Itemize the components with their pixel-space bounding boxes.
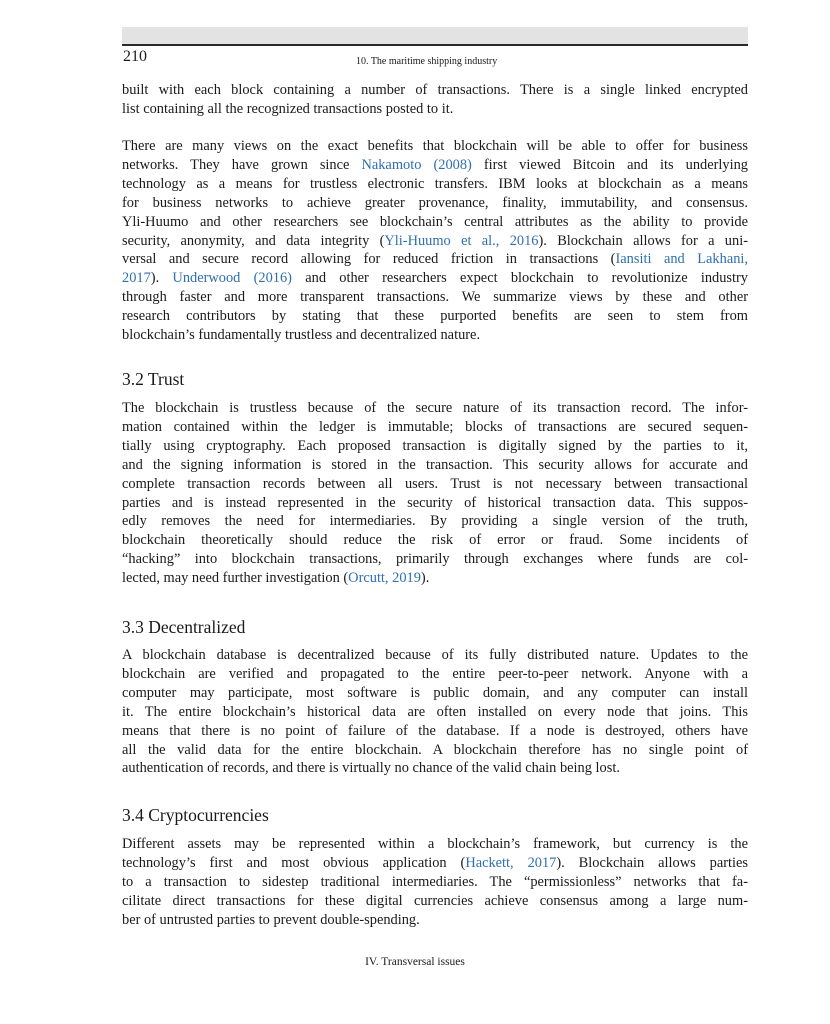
text-line: built with each block containing a number of transactions. There is a single linked encrypted <box>122 82 748 98</box>
text-line: through faster and more transparent transactions. We summarize views by these and other <box>122 289 748 306</box>
page-footer: IV. Transversal issues <box>365 956 465 968</box>
text-line: means that there is no point of failure of the database. If a node is destroyed, others have <box>122 722 748 739</box>
paragraph-decentralized <box>122 646 748 778</box>
citation-nakamoto-2008[interactable]: Nakamoto (2008) <box>361 156 472 173</box>
text-line: to a transaction to sidestep traditional intermediaries. The “permissionless” networks that fa- <box>122 873 748 890</box>
text-line: security, anonymity, and data integrity (Yli-Huumo et al., 2016). Blockchain allows for a uni- <box>122 232 748 249</box>
text-line: blockchain’s fundamentally trustless and decentralized nature. <box>122 327 481 344</box>
running-head: 10. The maritime shipping industry <box>356 56 498 67</box>
text-line: versal and secure record allowing for reduced friction in transactions (Iansiti and Lakhani, <box>122 251 748 268</box>
text-line: edly removes the need for intermediaries. By providing a single version of the truth, <box>122 513 748 530</box>
text-line: tially using cryptography. Each proposed transaction is digitally signed by the parties to it, <box>122 437 748 454</box>
text-line: mation contained within the ledger is immutable; blocks of transactions are secured sequen- <box>122 418 748 435</box>
text-line: computer may participate, most software is public domain, and any computer can install <box>122 684 748 701</box>
citation-iansiti-lakhani-2017[interactable]: Iansiti and Lakhani, <box>615 251 748 268</box>
text-line: and the signing information is stored in the transaction. This security allows for accurate and <box>122 456 748 473</box>
citation-orcutt-2019[interactable]: Orcutt, 2019 <box>348 570 421 587</box>
text-line: networks. They have grown since Nakamoto (2008) first viewed Bitcoin and its underlying <box>122 156 748 173</box>
text-line: technology as a means for trustless electronic transfers. IBM looks at blockchain as a means <box>122 175 748 192</box>
text-line: Different assets may be represented within a blockchain’s framework, but currency is the <box>122 836 748 852</box>
text-line: The blockchain is trustless because of the secure nature of its transaction record. The infor- <box>122 400 748 416</box>
section-heading-trust: 3.2 Trust <box>122 369 185 389</box>
text-line: 2017). Underwood (2016) and other researchers expect blockchain to revolutionize industry <box>122 270 748 287</box>
text-line: cilitate direct transactions for these digital currencies achieve consensus among a large num- <box>122 892 748 909</box>
text-line: it. The entire blockchain’s historical data are often installed on every node that joins. This <box>122 703 748 720</box>
citation-underwood-2016[interactable]: Underwood (2016) <box>172 270 292 287</box>
text-line: A blockchain database is decentralized because of its fully distributed nature. Updates to the <box>122 647 748 663</box>
text-line: ber of untrusted parties to prevent double-spending. <box>122 911 420 928</box>
text-line: Yli-Huumo and other researchers see blockchain’s central attributes as the ability to provide <box>122 213 748 230</box>
header-band <box>122 27 748 45</box>
text-line: list containing all the recognized transactions posted to it. <box>122 100 454 117</box>
citation-iansiti-lakhani-2017-year[interactable]: 2017 <box>122 270 151 287</box>
citation-hackett-2017[interactable]: Hackett, 2017 <box>465 854 557 871</box>
text-line: for business networks to achieve greater provenance, finality, immutability, and consensus. <box>122 194 748 211</box>
citation-yli-huumo-2016[interactable]: Yli-Huumo et al., 2016 <box>384 232 539 249</box>
paragraph-intro <box>122 81 748 119</box>
section-heading-decentralized: 3.3 Decentralized <box>122 617 246 637</box>
section-heading-cryptocurrencies: 3.4 Cryptocurrencies <box>122 805 269 825</box>
text-line: complete transaction records between all users. Trust is not necessary between transactional <box>122 475 748 492</box>
text-line: all the valid data for the entire blockchain. A blockchain therefore has no single point of <box>122 741 748 758</box>
text-line: technology’s first and most obvious application (Hackett, 2017). Blockchain allows parties <box>122 854 748 871</box>
paragraph-trust <box>122 399 748 588</box>
page-number: 210 <box>123 48 147 65</box>
text-line: There are many views on the exact benefits that blockchain will be able to offer for business <box>122 138 748 154</box>
text-line: “hacking” into blockchain transactions, primarily through exchanges where funds are col- <box>122 551 748 568</box>
text-line: blockchain theoretically should reduce the risk of error or fraud. Some incidents of <box>122 532 748 549</box>
text-line: parties and is instead represented in the security of historical transaction data. This suppos- <box>122 494 748 511</box>
text-line: lected, may need further investigation (Orcutt, 2019). <box>122 570 430 587</box>
text-line: research contributors by stating that these purported benefits are seen to stem from <box>122 308 748 325</box>
text-line: blockchain are verified and propagated to the entire peer-to-peer network. Anyone with a <box>122 665 748 682</box>
header-rule <box>122 44 748 46</box>
paragraph-cryptocurrencies <box>122 835 748 930</box>
paragraph-benefit-views <box>122 137 748 345</box>
text-line: authentication of records, and there is virtually no chance of the valid chain being lost. <box>122 760 620 777</box>
